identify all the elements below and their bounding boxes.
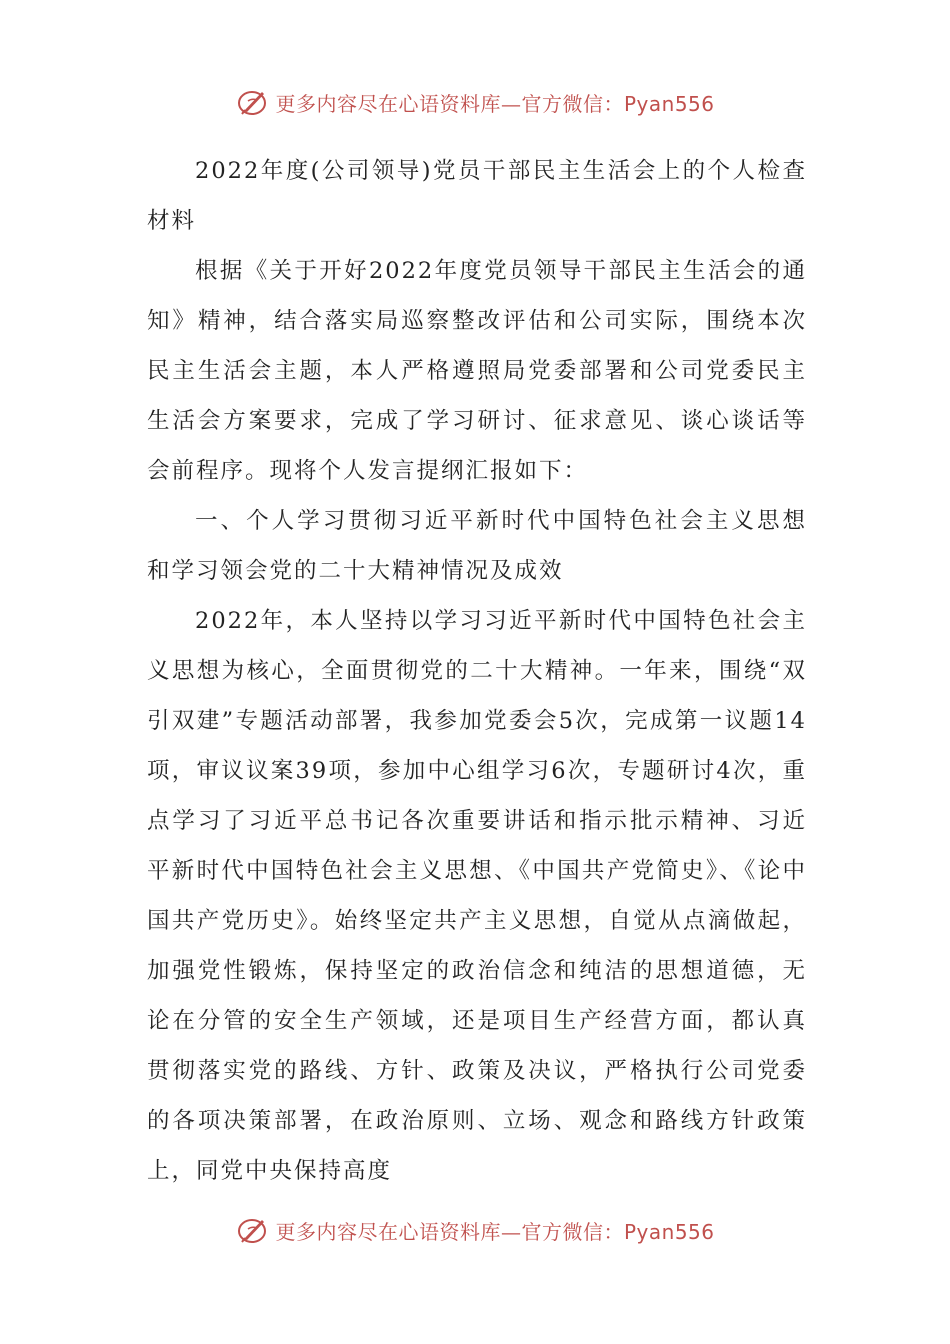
document-body [147, 146, 807, 1196]
watermark-text [275, 1216, 714, 1245]
quill-logo-icon [235, 84, 271, 120]
paragraph-section-1: 2022年，本人坚持以学习习近平新时代中国特色社会主义思想为核心，全面贯彻党的二十大精神。一年来，围绕“双引双建”专题活动部署，我参加党委会5次，完成第一议题14项，审议议案39项，参加中心组学习6次，专题研讨4次，重点学习了习近平总书记各次重要讲话和指示批示精神、习近平新时代中国特色社会主义思想、《中国共产党简史》、《论中国共产党历史》。始终坚定共产主义思想，自觉从点滴做起，加强党性锻炼，保持坚定的政治信念和纯洁的思想道德，无论在分管的安全生产领域，还是项目生产经营方面，都认真贯彻落实党的路线、方针、政策及决议，严格执行公司党委的各项决策部署，在政治原则、立场、观念和路线方针政策上，同党中央保持高度 [147, 608, 807, 1184]
quill-logo-icon [235, 1212, 271, 1248]
watermark-label: 官方微信： [521, 1219, 624, 1244]
watermark-text [275, 88, 714, 117]
watermark-site: 更多内容尽在心语资料库 [275, 91, 501, 116]
watermark-label: 官方微信： [521, 91, 624, 116]
paragraph-intro: 根据《关于开好2022年度党员领导干部民主生活会的通知》精神，结合落实局巡察整改评估和公司实际，围绕本次民主生活会主题，本人严格遵照局党委部署和公司党委民主生活会方案要求，完成了学习研讨、征求意见、谈心谈话等会前程序。现将个人发言提纲汇报如下： [147, 258, 807, 484]
watermark-dash: — [500, 1219, 522, 1244]
watermark-dash: — [500, 91, 522, 116]
watermark-banner-top [0, 82, 950, 122]
section-heading-1: 一、个人学习贯彻习近平新时代中国特色社会主义思想和学习领会党的二十大精神情况及成效 [147, 508, 807, 584]
watermark-handle: Pyan556 [623, 1219, 715, 1244]
watermark-handle: Pyan556 [623, 91, 715, 116]
watermark-banner-bottom [0, 1210, 950, 1250]
document-title: 2022年度(公司领导)党员干部民主生活会上的个人检查材料 [147, 158, 807, 234]
watermark-site: 更多内容尽在心语资料库 [275, 1219, 501, 1244]
